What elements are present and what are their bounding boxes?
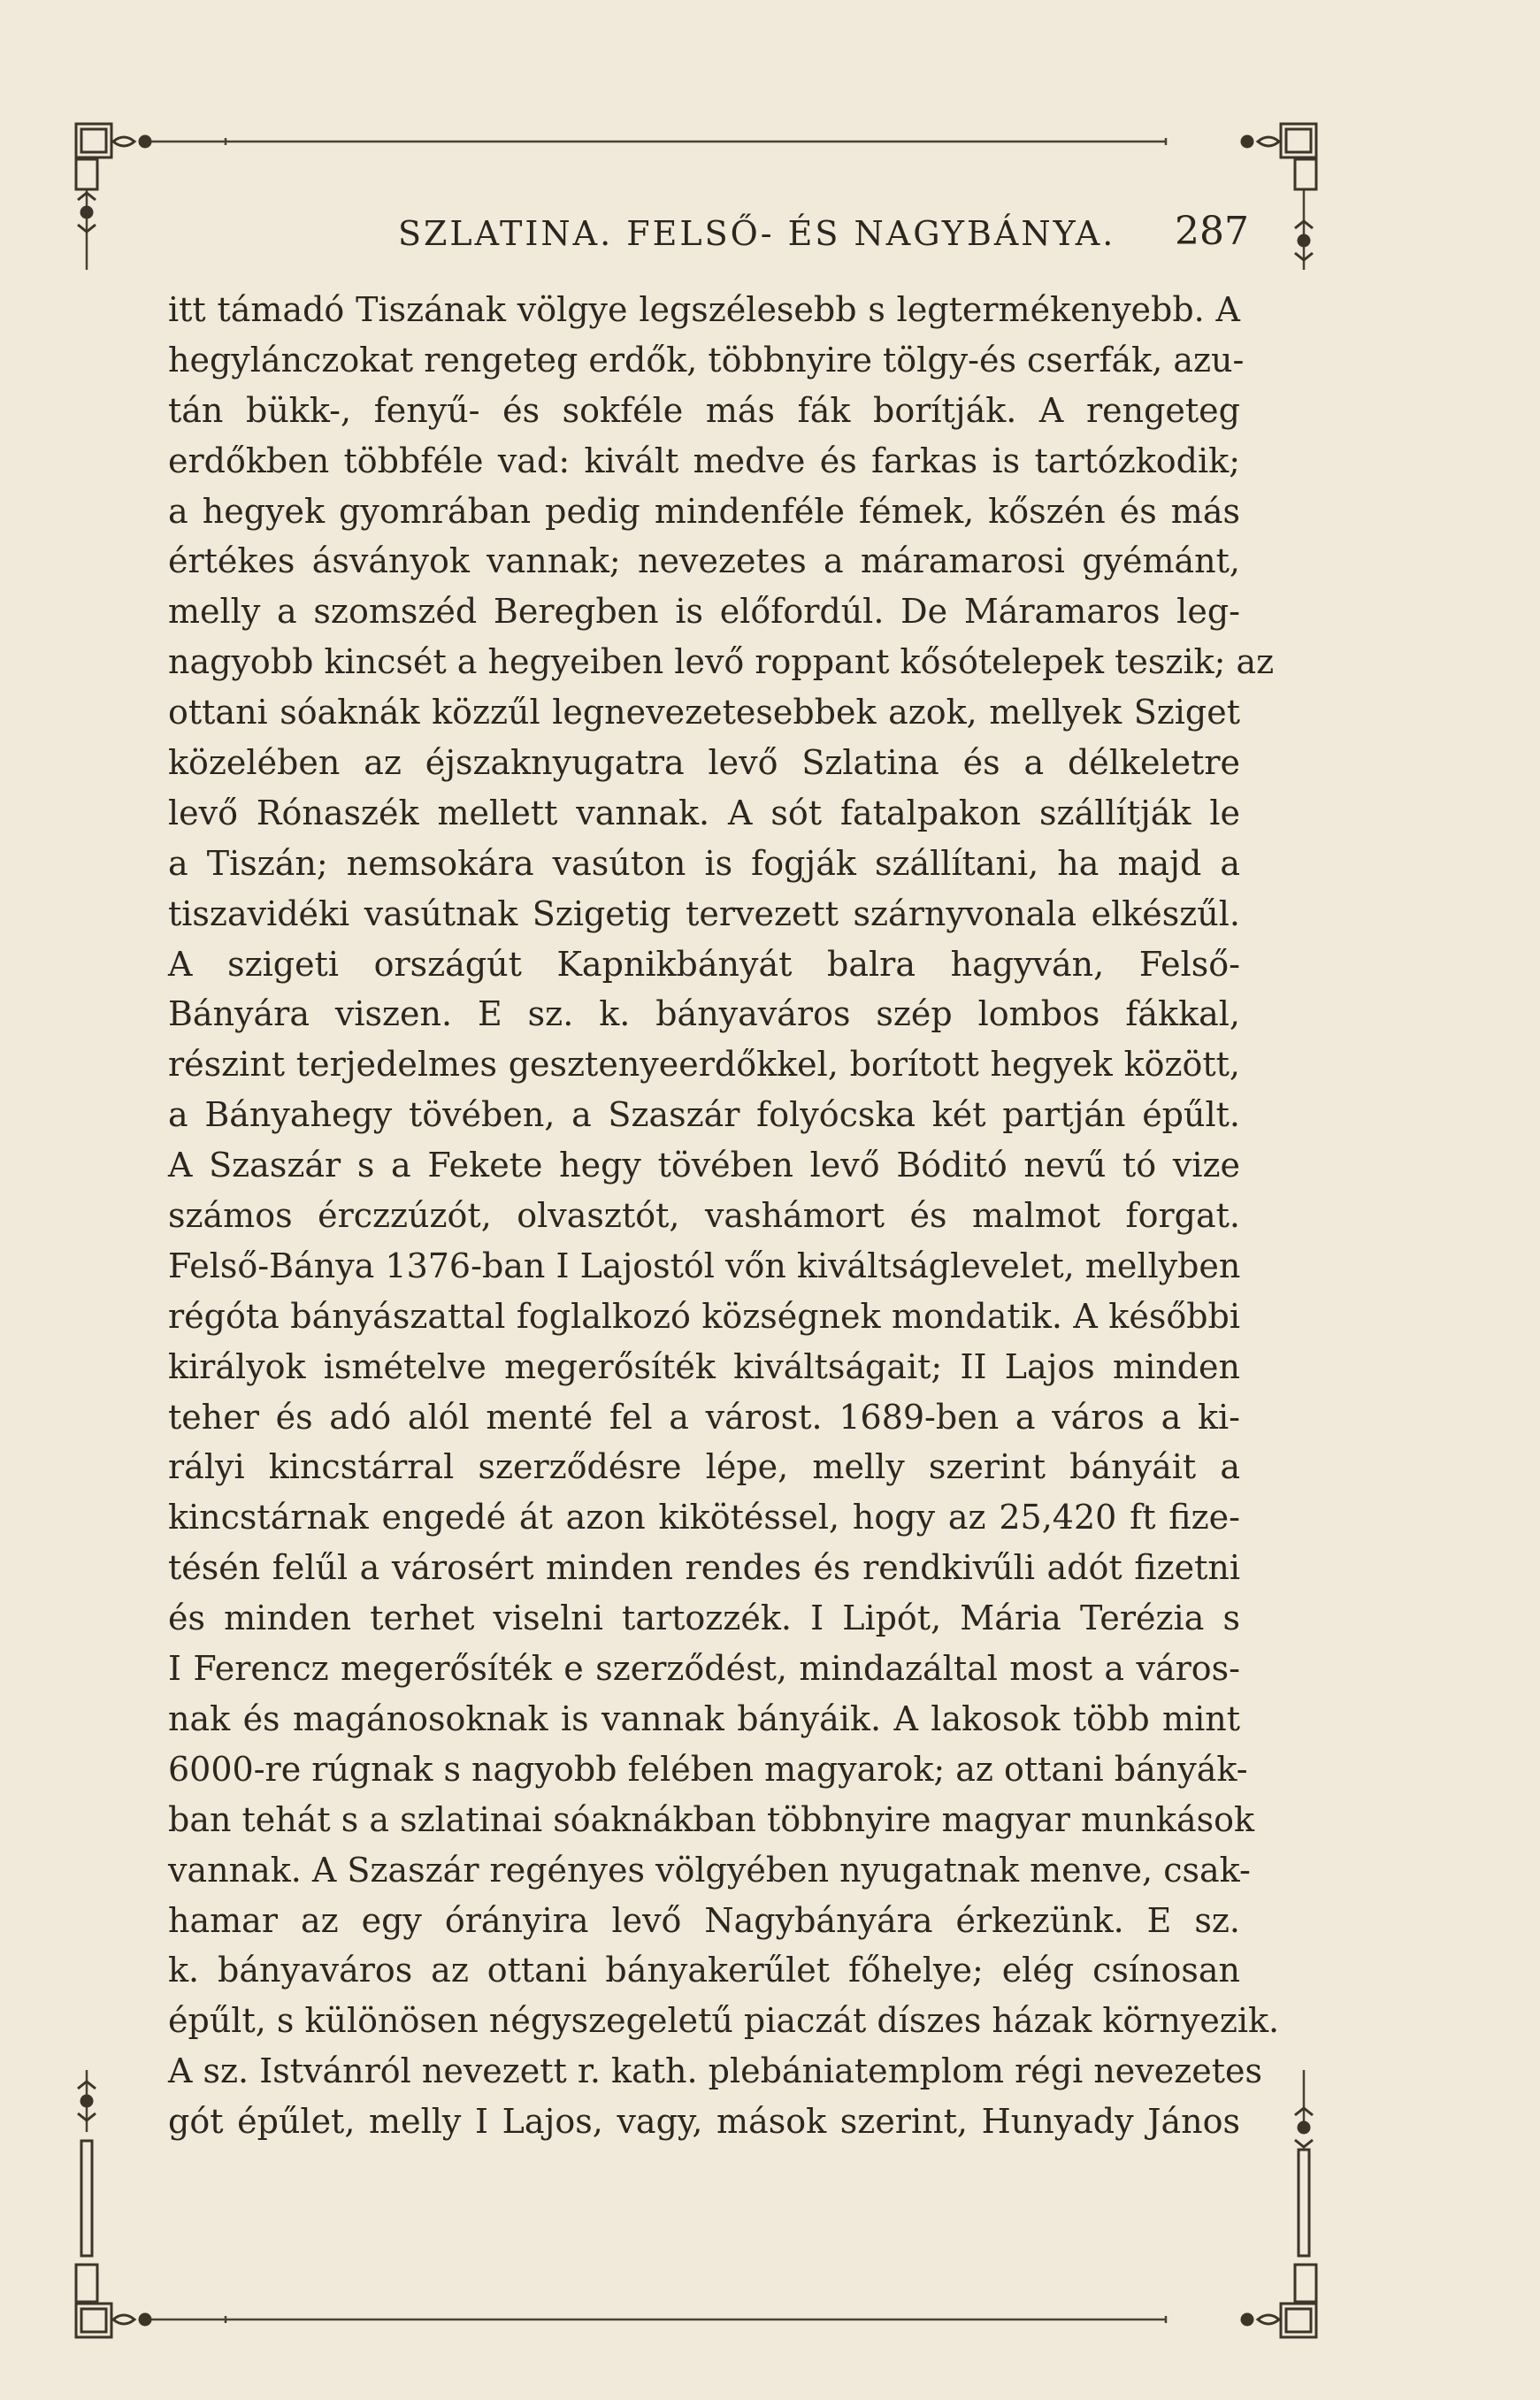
text-line: a Tiszán; nemsokára vasúton is fogják szállítani, ha majd a xyxy=(168,843,1240,883)
page-number: 287 xyxy=(1175,209,1249,254)
text-line: I Ferencz megerősíték e szerződést, mindazáltal most a város- xyxy=(168,1649,1240,1689)
text-line: vannak. A Szaszár regényes völgyében nyugatnak menve, csak- xyxy=(168,1850,1251,1890)
body-text xyxy=(168,285,1280,2147)
text-line: tiszavidéki vasútnak Szigetig tervezett szárnyvonala elkészűl. xyxy=(168,893,1240,933)
corner-ornament-bottom-left xyxy=(76,2082,150,2337)
text-line: A sz. Istvánról nevezett r. kath. plebániatemplom régi nevezetes xyxy=(168,2051,1263,2091)
corner-ornament-top-right xyxy=(1242,124,1316,260)
text-line: a Bányahegy tövében, a Szaszár folyócska két partján épűlt. xyxy=(168,1095,1240,1135)
text-line: erdőkben többféle vad: kivált medve és farkas is tartózkodik; xyxy=(168,441,1240,480)
text-line: 6000-re rúgnak s nagyobb felében magyarok; az ottani bányák- xyxy=(168,1749,1248,1789)
text-line: ottani sóaknák közzűl legnevezetesebbek azok, mellyek Sziget xyxy=(168,693,1240,732)
text-line: melly a szomszéd Beregben is előfordúl. De Máramaros leg- xyxy=(168,592,1240,632)
text-line: nak és magánosoknak is vannak bányáik. A lakosok több mint xyxy=(168,1698,1240,1738)
text-line: hegylánczokat rengeteg erdők, többnyire tölgy-és cserfák, azu- xyxy=(168,340,1245,380)
text-line: hamar az egy órányira levő Nagybányára érkezünk. E sz. xyxy=(168,1900,1240,1940)
text-line: királyok ismételve megerősíték kiváltságait; II Lajos minden xyxy=(168,1346,1240,1386)
text-line: értékes ásványok vannak; nevezetes a máramarosi gyémánt, xyxy=(168,541,1240,581)
text-line: Felső-Bánya 1376-ban I Lajostól vőn kiváltságlevelet, mellyben xyxy=(168,1246,1241,1285)
text-line: tán bükk-, fenyű- és sokféle más fák borítják. A rengeteg xyxy=(168,390,1240,430)
running-title: SZLATINA. FELSŐ- ÉS NAGYBÁNYA. xyxy=(398,214,1116,253)
text-line: a hegyek gyomrában pedig mindenféle fémek, kőszén és más xyxy=(168,491,1240,531)
text-line: teher és adó alól menté fel a várost. 1689-ben a város a ki- xyxy=(168,1397,1240,1437)
corner-ornament-top-left xyxy=(76,124,150,232)
text-line: k. bányaváros az ottani bányakerűlet főhelye; elég csínosan xyxy=(168,1951,1240,1990)
text-line: és minden terhet viselni tartozzék. I Lipót, Mária Terézia s xyxy=(168,1599,1240,1638)
text-line: Bányára viszen. E sz. k. bányaváros szép lombos fákkal, xyxy=(168,994,1240,1034)
text-line: A Szaszár s a Fekete hegy tövében levő Bóditó nevű tó vize xyxy=(168,1146,1240,1185)
text-line: gót épűlet, melly I Lajos, vagy, mások szerint, Hunyady János xyxy=(168,2102,1240,2142)
text-line: itt támadó Tiszának völgye legszélesebb s legtermékenyebb. A xyxy=(168,290,1240,329)
text-line: tésén felűl a városért minden rendes és rendkivűli adót fizetni xyxy=(168,1548,1240,1588)
text-line: részint terjedelmes gesztenyeerdőkkel, borított hegyek között, xyxy=(168,1045,1240,1085)
text-line: rályi kincstárral szerződésre lépe, melly szerint bányáit a xyxy=(168,1447,1240,1487)
text-line: levő Rónaszék mellett vannak. A sót fatalpakon szállítják le xyxy=(168,793,1240,832)
text-line: kincstárnak engedé át azon kikötéssel, hogy az 25,420 ft fize- xyxy=(168,1498,1240,1537)
text-line: közelében az éjszaknyugatra levő Szlatina és a délkeletre xyxy=(168,743,1240,783)
text-line: ban tehát s a szlatinai sóaknákban többnyire magyar munkások xyxy=(168,1799,1255,1839)
text-line: számos érczzúzót, olvasztót, vashámort és malmot forgat. xyxy=(168,1196,1240,1236)
text-line: régóta bányászattal foglalkozó községnek mondatik. A későbbi xyxy=(168,1296,1240,1336)
running-head xyxy=(170,209,1249,262)
text-line: nagyobb kincsét a hegyeiben levő roppant kősótelepek teszik; az xyxy=(168,642,1275,682)
text-line: A szigeti országút Kapnikbányát balra hagyván, Felső- xyxy=(168,944,1240,984)
corner-ornament-bottom-right xyxy=(1242,2108,1316,2337)
text-line: épűlt, s különösen négyszegeletű piaczát díszes házak környezik. xyxy=(168,2001,1280,2041)
